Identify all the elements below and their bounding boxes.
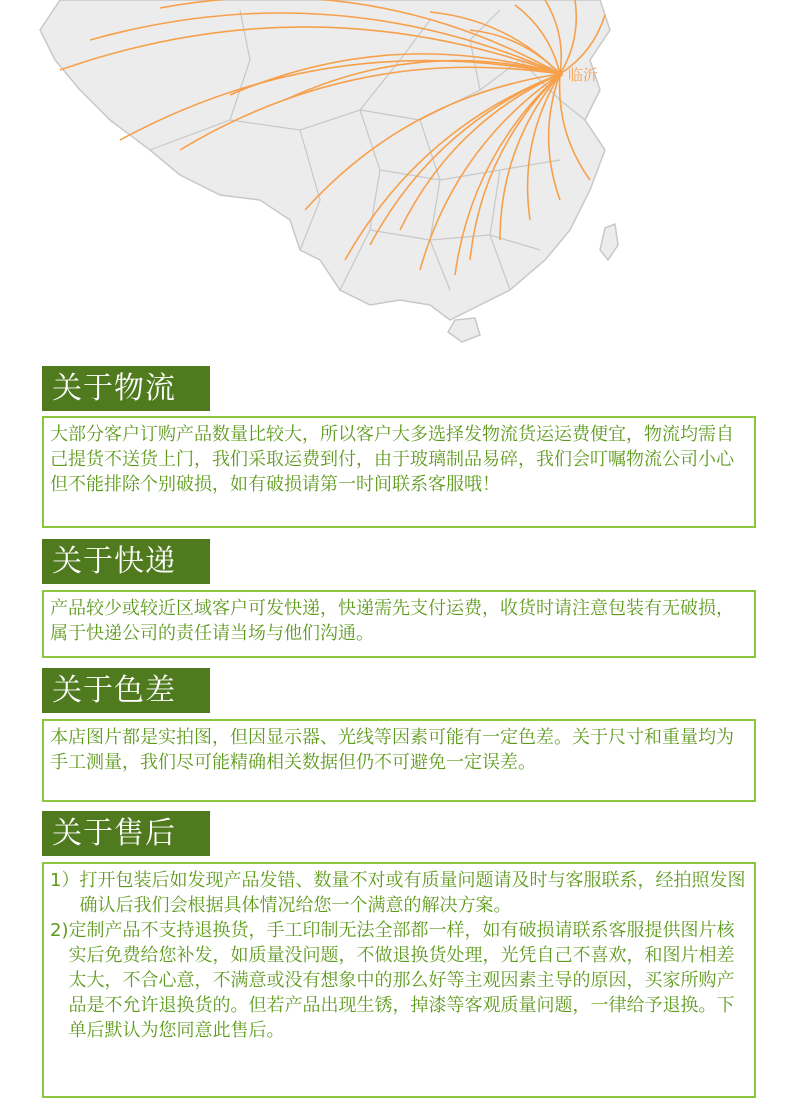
section-title-logistics: 关于物流: [42, 366, 210, 411]
section-box-express: [42, 590, 756, 658]
color-diff-text: 本店图片都是实拍图，但因显示器、光线等因素可能有一定色差。关于尺寸和重量均为手工测量，我们尽可能精确相关数据但仍不可避免一定误差。: [50, 727, 734, 773]
after-sales-item-number: 1）: [50, 870, 80, 891]
section-title-color-diff: 关于色差: [42, 668, 210, 713]
section-title-after-sales: 关于售后: [42, 811, 210, 856]
section-title-express: 关于快递: [42, 539, 210, 584]
after-sales-item-number: 2): [50, 920, 69, 941]
china-logistics-map: [0, 0, 790, 350]
section-box-after-sales: [42, 862, 756, 1098]
after-sales-item-text: 定制产品不支持退换货，手工印制无法全部都一样，如有破损请联系客服提供图片核实后免费给您补发，如质量没问题，不做退换货处理，光凭自己不喜欢，和图片相差太大，不合心意，不满意或没有想象中的那么好等主观因素主导的原因，买家所购产品是不允许退换货的。但若产品出现生锈，掉漆等客观质量问题，一律给予退换。下单后默认为您同意此售后。: [68, 920, 735, 1041]
city-marker: [557, 71, 563, 77]
logistics-text: 大部分客户订购产品数量比较大，所以客户大多选择发物流货运运费便宜，物流均需自己提货不送货上门，我们采取运费到付，由于玻璃制品易碎，我们会叮嘱物流公司小心但不能排除个别破损，如有破损请第一时间联系客服哦！: [50, 424, 734, 495]
section-box-color-diff: [42, 719, 756, 802]
after-sales-item-text: 打开包装后如发现产品发错、数量不对或有质量问题请及时与客服联系，经拍照发图确认后我们会根据具体情况给您一个满意的解决方案。: [79, 870, 746, 916]
after-sales-item: [50, 868, 748, 918]
express-text: 产品较少或较近区域客户可发快递，快递需先支付运费，收货时请注意包装有无破损，属于快递公司的责任请当场与他们沟通。: [50, 598, 734, 644]
city-label: 临沂: [568, 66, 599, 84]
after-sales-item: [50, 918, 748, 1043]
section-box-logistics: [42, 416, 756, 528]
